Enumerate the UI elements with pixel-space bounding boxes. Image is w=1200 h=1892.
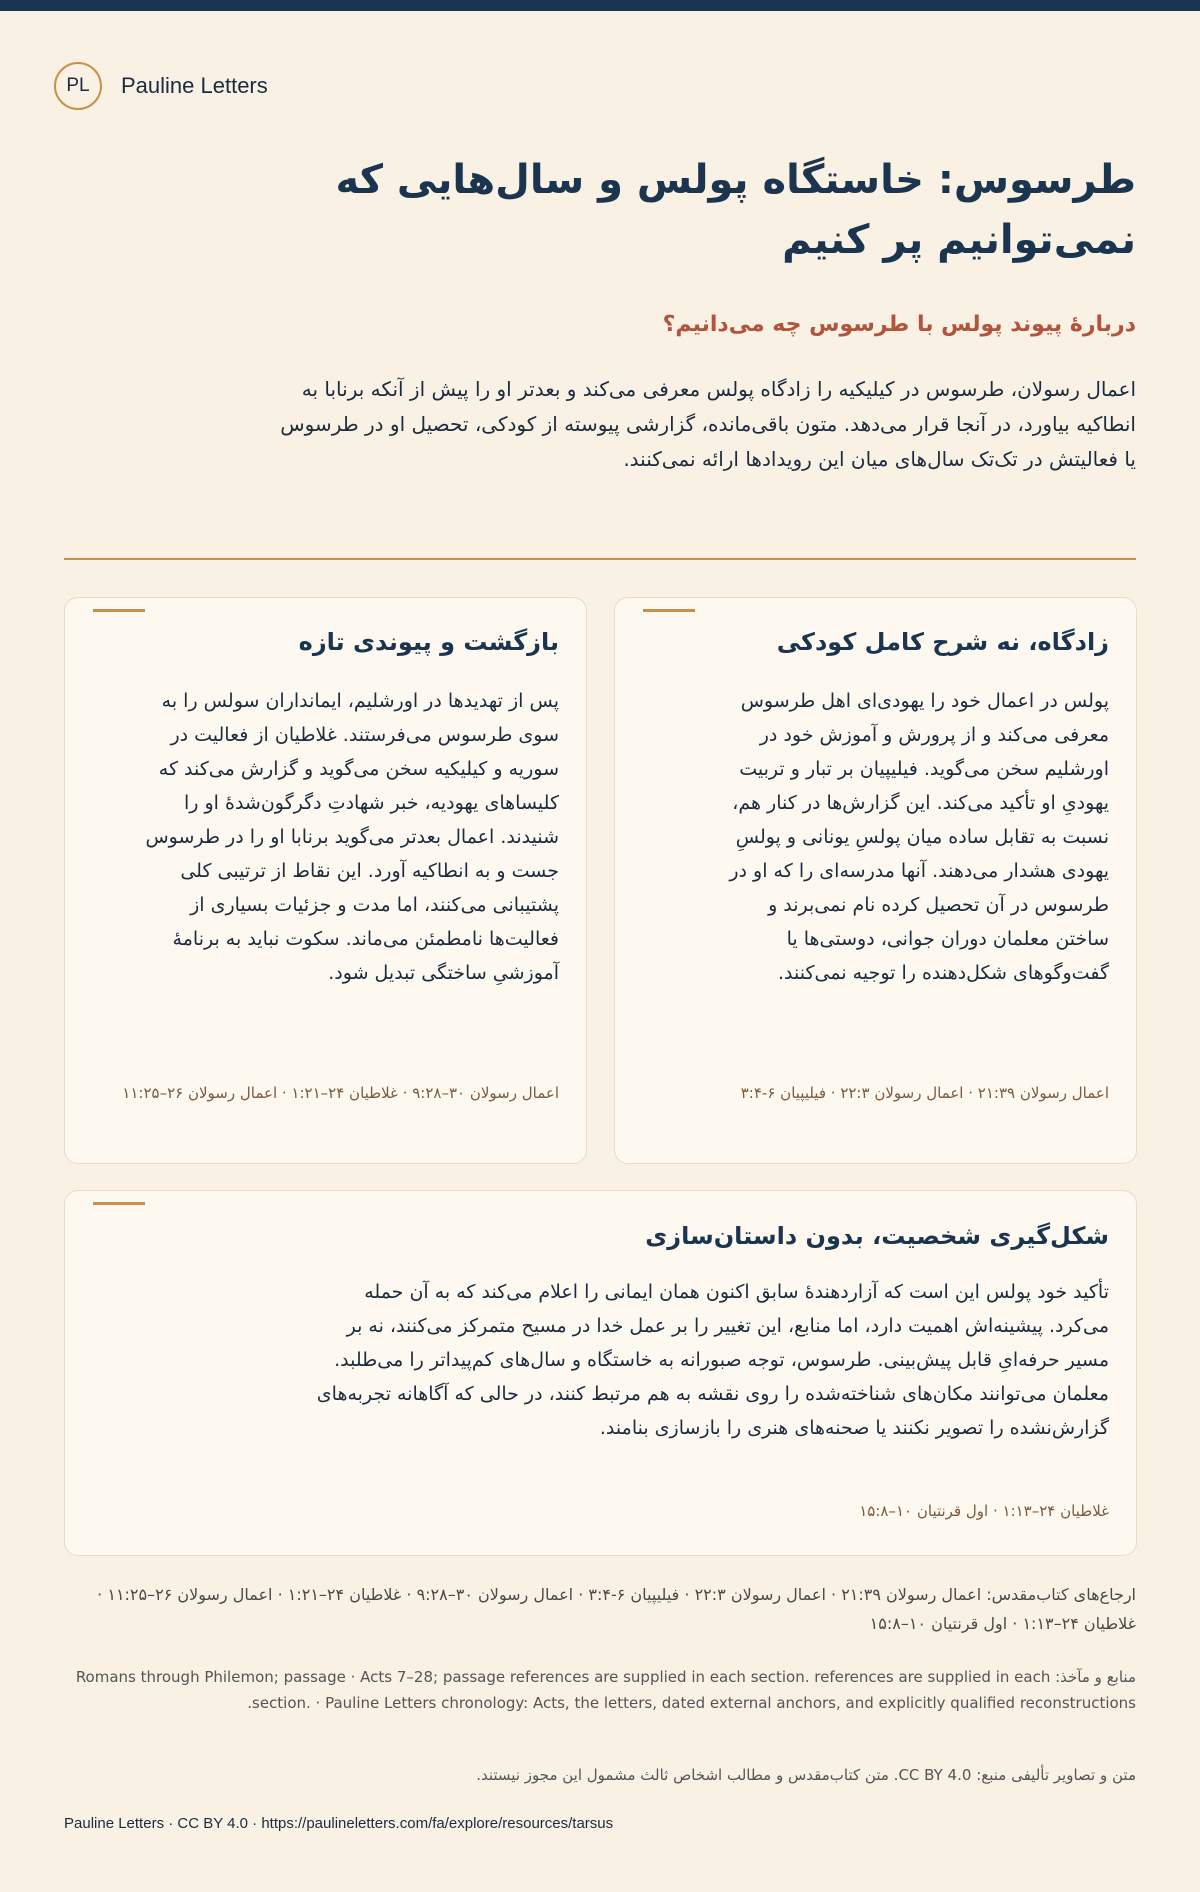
scripture-references: ارجاع‌های کتاب‌مقدس: اعمال رسولان ۲۱:۳۹ · اعمال رسولان ۲۲:۳ · فیلیپیان ۶-۳:۴ · اعمال رسولان ۳۰–۹:۲۸ · غلاطیان ۲۴–۱:۲۱ · اعمال رسولان ۲۶–۱۱:۲۵ · غلاطیان ۲۴–۱:۱۳ · اول قرنتیان ۱۰–۱۵:۸ — [97, 1585, 1136, 1633]
card-body: تأکید خود پولس این است که آزاردهندهٔ سابق اکنون همان ایمانی را اعلام می‌کند که به آن حمله می‌کرد. پیشینه‌اش اهمیت دارد، اما منابع، این تغییر را بر عمل خدا در مسیح متمرکز می‌کنند، نه بر مسیر حرفه‌ایِ قابل پیش‌بینی. طرسوس، توجه صبورانه به خاستگاه و سال‌های کم‌پیدا‌تر را می‌طلبد. معلمان می‌توانند مکان‌های شناخته‌شده را روی نقشه به هم مرتبط کنند، در حالی که آگاهانه تجربه‌های گزارش‌نشده را تصویر نکنند یا صحنه‌های هنری را بازسازی بنامند. — [316, 1281, 1109, 1439]
page-title: طرسوس: خاستگاه پولس و سال‌هایی که نمی‌توانیم پر کنیم — [335, 157, 1136, 263]
card-accent-line — [93, 1202, 145, 1205]
card-references: اعمال رسولان ۲۱:۳۹ · اعمال رسولان ۲۲:۳ · فیلیپیان ۶-۳:۴ — [740, 1084, 1109, 1102]
section-divider — [64, 558, 1136, 560]
page-subtitle: دربارهٔ پیوند پولس با طرسوس چه می‌دانیم؟ — [662, 312, 1136, 337]
sources-note: منابع و مآخذ: Romans through Philemon; passage · Acts 7–28; passage references are supplied in each section. references are supplied in each section. · Pauline Letters chronology: Acts, the letters, dated external anchors, and explicitly qualified reconstructions. — [75, 1668, 1136, 1712]
site-name: Pauline Letters — [121, 73, 268, 98]
card-body: پولس در اعمال خود را یهودی‌ای اهل طرسوس معرفی می‌کند و از پرورش و آموزش خود در اورشلیم سخن می‌گوید. فیلیپیان بر تبار و تربیت یهودیِ او تأکید می‌کند. این گزارش‌ها در کنار هم، نسبت به تقابل ساده میان پولسِ یونانی و پولسِ یهودی هشدار می‌دهند. آنها مدرسه‌ای را که او در طرسوس در آن تحصیل کرده نام نمی‌برند و ساختن معلمان دوران جوانی، دوستی‌ها یا گفت‌وگوهای شکل‌دهنده را توجیه نمی‌کنند. — [729, 690, 1109, 984]
license-note: متن و تصاویر تألیفی منبع: CC BY 4.0. متن کتاب‌مقدس و مطالب اشخاص ثالث مشمول این مجوز نیستند. — [476, 1766, 1136, 1784]
card-body: پس از تهدیدها در اورشلیم، ایمانداران سولس را به سوی طرسوس می‌فرستند. غلاطیان از فعالیت در سوریه و کیلیکیه سخن می‌گوید و گزارش می‌کند که کلیساهای یهودیه، خبر شهادتِ دگرگون‌شدهٔ او را شنیدند. اعمال بعدتر می‌گوید برنابا او را در طرسوس جست و به انطاکیه آورد. این نقاط از ترتیبی کلی پشتیبانی می‌کنند، اما مدت و جزئیات بسیاری از فعالیت‌ها نامطمئن می‌ماند. سکوت نباید به برنامهٔ آموزشیِ ساختگی تبدیل شود. — [145, 690, 559, 984]
top-bar — [0, 0, 1200, 11]
card-heading: شکل‌گیری شخصیت، بدون داستان‌سازی — [645, 1222, 1109, 1250]
card-heading: زادگاه، نه شرح کامل کودکی — [776, 628, 1109, 656]
card-references: اعمال رسولان ۳۰–۹:۲۸ · غلاطیان ۲۴–۱:۲۱ · اعمال رسولان ۲۶–۱۱:۲۵ — [122, 1084, 559, 1102]
card-accent-line — [643, 609, 695, 612]
card-heading: بازگشت و پیوندی تازه — [298, 628, 559, 656]
logo-badge: PL — [54, 62, 102, 110]
intro-paragraph: اعمال رسولان، طرسوس در کیلیکیه را زادگاه پولس معرفی می‌کند و بعدتر او را پیش از آنکه برنابا به انطاکیه بیاورد، در آنجا قرار می‌دهد. متون باقی‌مانده، گزارشی پیوسته از کودکی، تحصیل او در طرسوس یا فعالیتش در تک‌تک سال‌های میان این رویدادها ارائه نمی‌کنند. — [280, 377, 1136, 471]
card-accent-line — [93, 609, 145, 612]
footer-line[interactable]: Pauline Letters · CC BY 4.0 · https://paulineletters.com/fa/explore/resources/tarsus — [64, 1815, 614, 1832]
site-brand[interactable] — [54, 62, 268, 110]
card-references: غلاطیان ۲۴–۱:۱۳ · اول قرنتیان ۱۰–۱۵:۸ — [859, 1502, 1109, 1520]
